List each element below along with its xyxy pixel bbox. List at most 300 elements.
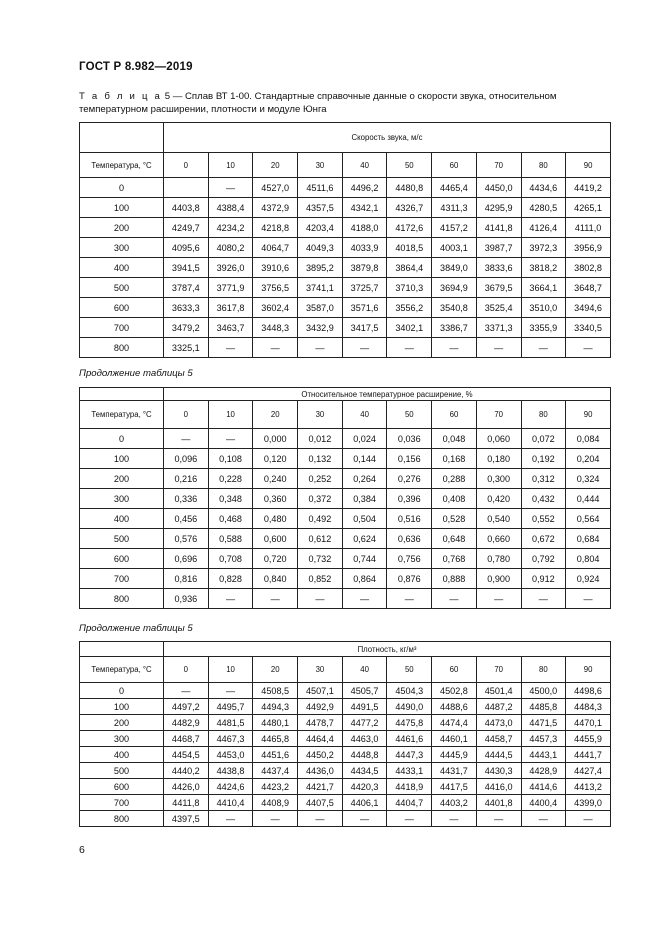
table-row [80, 258, 611, 278]
value-cell: 4475,8 [387, 715, 432, 731]
table-caption [79, 91, 619, 116]
value-cell: — [387, 589, 432, 609]
value-cell: 4467,3 [208, 731, 253, 747]
column-header: 60 [432, 657, 477, 683]
value-cell: 0,096 [164, 449, 209, 469]
table-row [80, 429, 611, 449]
empty-corner-cell [80, 642, 164, 657]
table-row [80, 747, 611, 763]
column-header: 20 [253, 657, 298, 683]
value-cell: — [476, 811, 521, 827]
table-title: Относительное температурное расширение, % [164, 388, 611, 401]
value-cell: 4311,3 [432, 198, 477, 218]
value-cell: 4450,0 [476, 178, 521, 198]
value-cell: 0,504 [342, 509, 387, 529]
value-cell: 4495,7 [208, 699, 253, 715]
value-cell: 0,744 [342, 549, 387, 569]
value-cell: 4417,5 [432, 779, 477, 795]
value-cell: 0,696 [164, 549, 209, 569]
value-cell: — [342, 338, 387, 358]
value-cell: — [476, 589, 521, 609]
value-cell: — [208, 429, 253, 449]
value-cell: 4477,2 [342, 715, 387, 731]
value-cell: 0,240 [253, 469, 298, 489]
value-cell: 0,288 [432, 469, 477, 489]
value-cell: 3417,5 [342, 318, 387, 338]
table-row [80, 731, 611, 747]
table-row [80, 699, 611, 715]
value-cell: 0,228 [208, 469, 253, 489]
value-cell: 4111,0 [566, 218, 611, 238]
table-row [80, 218, 611, 238]
value-cell: 4428,9 [521, 763, 566, 779]
table-title: Скорость звука, м/с [164, 123, 611, 153]
value-cell: 4460,1 [432, 731, 477, 747]
value-cell: 0,264 [342, 469, 387, 489]
value-cell: 4468,7 [164, 731, 209, 747]
temperature-cell: 300 [80, 238, 164, 258]
value-cell: 4463,0 [342, 731, 387, 747]
temperature-cell: 300 [80, 489, 164, 509]
value-cell: 3694,9 [432, 278, 477, 298]
value-cell: 0,024 [342, 429, 387, 449]
table-row [80, 238, 611, 258]
value-cell: 4527,0 [253, 178, 298, 198]
value-cell: 3556,2 [387, 298, 432, 318]
value-cell: 0,108 [208, 449, 253, 469]
value-cell: 4234,2 [208, 218, 253, 238]
table-row [80, 198, 611, 218]
value-cell: 4421,7 [298, 779, 343, 795]
column-header: 20 [253, 401, 298, 429]
value-cell: 0,312 [521, 469, 566, 489]
value-cell: — [521, 338, 566, 358]
empty-corner-cell [80, 123, 164, 153]
value-cell: 4411,8 [164, 795, 209, 811]
value-cell: 4427,4 [566, 763, 611, 779]
column-header: 30 [298, 153, 343, 178]
value-cell: 4470,1 [566, 715, 611, 731]
value-cell: 4440,2 [164, 763, 209, 779]
value-cell: 0,828 [208, 569, 253, 589]
value-cell: — [298, 811, 343, 827]
value-cell: 4480,8 [387, 178, 432, 198]
value-cell: — [253, 811, 298, 827]
value-cell: 0,924 [566, 569, 611, 589]
table-row [80, 278, 611, 298]
value-cell: — [164, 683, 209, 699]
table-row [80, 549, 611, 569]
value-cell: 4507,1 [298, 683, 343, 699]
column-header: 60 [432, 401, 477, 429]
temperature-cell: 400 [80, 509, 164, 529]
value-cell: 3355,9 [521, 318, 566, 338]
continuation-label-2: Продолжение таблицы 5 [79, 368, 193, 379]
value-cell: 0,804 [566, 549, 611, 569]
value-cell: 0,120 [253, 449, 298, 469]
value-cell: 4399,0 [566, 795, 611, 811]
value-cell: 4505,7 [342, 683, 387, 699]
column-header: 50 [387, 657, 432, 683]
value-cell: 3371,3 [476, 318, 521, 338]
value-cell: 3818,2 [521, 258, 566, 278]
value-cell: 0,672 [521, 529, 566, 549]
value-cell: 4430,3 [476, 763, 521, 779]
value-cell: 4501,4 [476, 683, 521, 699]
value-cell: 4471,5 [521, 715, 566, 731]
temperature-cell: 400 [80, 258, 164, 278]
column-header: 10 [208, 401, 253, 429]
table-row [80, 715, 611, 731]
column-header: 40 [342, 657, 387, 683]
temperature-column-header: Температура, °С [80, 401, 164, 429]
table-row [80, 683, 611, 699]
value-cell: 4434,5 [342, 763, 387, 779]
column-header: 80 [521, 153, 566, 178]
value-cell: — [208, 338, 253, 358]
value-cell: 0,036 [387, 429, 432, 449]
value-cell: 4434,6 [521, 178, 566, 198]
value-cell: 4485,8 [521, 699, 566, 715]
value-cell: 4280,5 [521, 198, 566, 218]
value-cell: 0,012 [298, 429, 343, 449]
value-cell: 4454,5 [164, 747, 209, 763]
value-cell: — [432, 811, 477, 827]
value-cell: 3463,7 [208, 318, 253, 338]
column-header: 70 [476, 153, 521, 178]
value-cell: 3340,5 [566, 318, 611, 338]
value-cell: 4455,9 [566, 731, 611, 747]
value-cell: 3633,3 [164, 298, 209, 318]
table-row [80, 489, 611, 509]
value-cell: 0,528 [432, 509, 477, 529]
value-cell: 0,636 [387, 529, 432, 549]
value-cell: — [387, 338, 432, 358]
temperature-cell: 200 [80, 715, 164, 731]
table-row [80, 811, 611, 827]
value-cell: 4436,0 [298, 763, 343, 779]
value-cell: 0,648 [432, 529, 477, 549]
value-cell: 0,360 [253, 489, 298, 509]
value-cell: 0,576 [164, 529, 209, 549]
temperature-cell: 800 [80, 589, 164, 609]
value-cell: 4511,6 [298, 178, 343, 198]
value-cell: 3679,5 [476, 278, 521, 298]
value-cell: 4033,9 [342, 238, 387, 258]
value-cell: 4504,3 [387, 683, 432, 699]
column-header: 30 [298, 657, 343, 683]
value-cell: 0,060 [476, 429, 521, 449]
temperature-column-header: Температура, °С [80, 657, 164, 683]
value-cell: 4502,8 [432, 683, 477, 699]
value-cell: 3895,2 [298, 258, 343, 278]
value-cell: — [253, 589, 298, 609]
value-cell: 0,840 [253, 569, 298, 589]
temperature-cell: 200 [80, 218, 164, 238]
value-cell: 4494,3 [253, 699, 298, 715]
value-cell: 4492,9 [298, 699, 343, 715]
value-cell: 4497,2 [164, 699, 209, 715]
value-cell: 0,612 [298, 529, 343, 549]
value-cell: 0,492 [298, 509, 343, 529]
value-cell: 3756,5 [253, 278, 298, 298]
value-cell: 3725,7 [342, 278, 387, 298]
value-cell: — [342, 811, 387, 827]
column-header: 10 [208, 153, 253, 178]
value-cell: 4500,0 [521, 683, 566, 699]
value-cell: 0,192 [521, 449, 566, 469]
temperature-cell: 100 [80, 198, 164, 218]
value-cell: 3479,2 [164, 318, 209, 338]
value-cell: 4400,4 [521, 795, 566, 811]
table-caption-text: 5 — Сплав ВТ 1-00. Стандартные справочные данные о скорости звука, относительном температурном расширении, плотности и модуле Юнга [79, 91, 557, 115]
value-cell: 3879,8 [342, 258, 387, 278]
column-header: 50 [387, 153, 432, 178]
temperature-cell: 200 [80, 469, 164, 489]
value-cell: 0,624 [342, 529, 387, 549]
column-header: 0 [164, 401, 209, 429]
value-cell: 4141,8 [476, 218, 521, 238]
column-header: 90 [566, 401, 611, 429]
value-cell: 4484,3 [566, 699, 611, 715]
density-table [79, 641, 611, 827]
value-cell [164, 178, 209, 198]
value-cell: 0,852 [298, 569, 343, 589]
value-cell: 4265,1 [566, 198, 611, 218]
value-cell: 4481,5 [208, 715, 253, 731]
value-cell: 0,084 [566, 429, 611, 449]
value-cell: 0,684 [566, 529, 611, 549]
value-cell: 4407,5 [298, 795, 343, 811]
value-cell: 0,660 [476, 529, 521, 549]
value-cell: 4418,9 [387, 779, 432, 795]
value-cell: 3941,5 [164, 258, 209, 278]
value-cell: 0,252 [298, 469, 343, 489]
value-cell: 4413,2 [566, 779, 611, 795]
value-cell: 3540,8 [432, 298, 477, 318]
temperature-cell: 100 [80, 449, 164, 469]
value-cell: 4414,6 [521, 779, 566, 795]
value-cell: 0,180 [476, 449, 521, 469]
value-cell: 4458,7 [476, 731, 521, 747]
value-cell: — [432, 589, 477, 609]
value-cell: 4295,9 [476, 198, 521, 218]
table-row [80, 795, 611, 811]
value-cell: 0,396 [387, 489, 432, 509]
value-cell: 4408,9 [253, 795, 298, 811]
value-cell: — [164, 429, 209, 449]
value-cell: 0,132 [298, 449, 343, 469]
value-cell: 0,756 [387, 549, 432, 569]
value-cell: 0,276 [387, 469, 432, 489]
value-cell: — [432, 338, 477, 358]
table-caption-label: Т а б л и ц а [79, 91, 163, 102]
value-cell: 0,900 [476, 569, 521, 589]
table-row [80, 569, 611, 589]
value-cell: 4473,0 [476, 715, 521, 731]
value-cell: 3648,7 [566, 278, 611, 298]
column-header: 60 [432, 153, 477, 178]
temperature-cell: 300 [80, 731, 164, 747]
temperature-cell: 100 [80, 699, 164, 715]
column-header: 0 [164, 153, 209, 178]
temperature-cell: 800 [80, 338, 164, 358]
temperature-cell: 700 [80, 318, 164, 338]
value-cell: 3571,6 [342, 298, 387, 318]
temperature-cell: 500 [80, 278, 164, 298]
value-cell: 4419,2 [566, 178, 611, 198]
value-cell: 0,864 [342, 569, 387, 589]
value-cell: 4438,8 [208, 763, 253, 779]
value-cell: 3602,4 [253, 298, 298, 318]
table-row [80, 509, 611, 529]
value-cell: 3617,8 [208, 298, 253, 318]
value-cell: 4203,4 [298, 218, 343, 238]
value-cell: — [566, 589, 611, 609]
value-cell: 3494,6 [566, 298, 611, 318]
value-cell: 4424,6 [208, 779, 253, 795]
value-cell: 3386,7 [432, 318, 477, 338]
table-title: Плотность, кг/м³ [164, 642, 611, 657]
continuation-label-3: Продолжение таблицы 5 [79, 623, 193, 634]
temperature-cell: 700 [80, 569, 164, 589]
value-cell: 3525,4 [476, 298, 521, 318]
value-cell: 4157,2 [432, 218, 477, 238]
value-cell: 4401,8 [476, 795, 521, 811]
value-cell: — [387, 811, 432, 827]
value-cell: 4490,0 [387, 699, 432, 715]
value-cell: 4448,8 [342, 747, 387, 763]
value-cell: 0,156 [387, 449, 432, 469]
column-header: 30 [298, 401, 343, 429]
value-cell: 4126,4 [521, 218, 566, 238]
value-cell: 4080,2 [208, 238, 253, 258]
value-cell: 4188,0 [342, 218, 387, 238]
value-cell: 4487,2 [476, 699, 521, 715]
value-cell: 3771,9 [208, 278, 253, 298]
value-cell: 0,564 [566, 509, 611, 529]
temperature-cell: 600 [80, 298, 164, 318]
table-row [80, 298, 611, 318]
value-cell: 0,816 [164, 569, 209, 589]
value-cell: 4388,4 [208, 198, 253, 218]
value-cell: — [342, 589, 387, 609]
value-cell: 4433,1 [387, 763, 432, 779]
value-cell: 4447,3 [387, 747, 432, 763]
value-cell: 0,432 [521, 489, 566, 509]
value-cell: 3664,1 [521, 278, 566, 298]
temperature-cell: 0 [80, 178, 164, 198]
value-cell: 4450,2 [298, 747, 343, 763]
value-cell: 3432,9 [298, 318, 343, 338]
value-cell: 4431,7 [432, 763, 477, 779]
value-cell: 4406,1 [342, 795, 387, 811]
value-cell: 0,420 [476, 489, 521, 509]
value-cell: 4480,1 [253, 715, 298, 731]
value-cell: 4498,6 [566, 683, 611, 699]
value-cell: 4445,9 [432, 747, 477, 763]
table-row [80, 178, 611, 198]
value-cell: 3802,8 [566, 258, 611, 278]
value-cell: 4441,7 [566, 747, 611, 763]
value-cell: 0,336 [164, 489, 209, 509]
value-cell: 3787,4 [164, 278, 209, 298]
temperature-cell: 700 [80, 795, 164, 811]
value-cell: 0,216 [164, 469, 209, 489]
value-cell: 0,600 [253, 529, 298, 549]
document-header: ГОСТ Р 8.982—2019 [79, 61, 193, 73]
value-cell: 0,372 [298, 489, 343, 509]
value-cell: 0,540 [476, 509, 521, 529]
table-row [80, 763, 611, 779]
value-cell: 4465,4 [432, 178, 477, 198]
value-cell: 0,072 [521, 429, 566, 449]
column-header: 50 [387, 401, 432, 429]
page-number: 6 [79, 844, 85, 856]
value-cell: — [208, 589, 253, 609]
value-cell: 4095,6 [164, 238, 209, 258]
value-cell: — [208, 178, 253, 198]
temperature-column-header: Температура, °С [80, 153, 164, 178]
column-header: 70 [476, 401, 521, 429]
value-cell: 4397,5 [164, 811, 209, 827]
value-cell: 3987,7 [476, 238, 521, 258]
value-cell: 4218,8 [253, 218, 298, 238]
value-cell: 3910,6 [253, 258, 298, 278]
value-cell: 4049,3 [298, 238, 343, 258]
value-cell: 4416,0 [476, 779, 521, 795]
value-cell: 3956,9 [566, 238, 611, 258]
value-cell: 0,876 [387, 569, 432, 589]
value-cell: 4457,3 [521, 731, 566, 747]
table-row [80, 529, 611, 549]
value-cell: — [521, 811, 566, 827]
value-cell: 4474,4 [432, 715, 477, 731]
value-cell: 3448,3 [253, 318, 298, 338]
value-cell: 4444,5 [476, 747, 521, 763]
table-row [80, 589, 611, 609]
temperature-cell: 500 [80, 529, 164, 549]
temperature-cell: 500 [80, 763, 164, 779]
value-cell: 0,768 [432, 549, 477, 569]
table-row [80, 449, 611, 469]
value-cell: 0,408 [432, 489, 477, 509]
value-cell: 0,000 [253, 429, 298, 449]
value-cell: 4496,2 [342, 178, 387, 198]
value-cell: 4172,6 [387, 218, 432, 238]
temperature-cell: 800 [80, 811, 164, 827]
value-cell: 0,936 [164, 589, 209, 609]
value-cell: 3510,0 [521, 298, 566, 318]
table-row [80, 469, 611, 489]
value-cell: 4453,0 [208, 747, 253, 763]
temperature-cell: 400 [80, 747, 164, 763]
value-cell: — [566, 811, 611, 827]
value-cell: — [566, 338, 611, 358]
value-cell: 3587,0 [298, 298, 343, 318]
value-cell: 4357,5 [298, 198, 343, 218]
value-cell: 4249,7 [164, 218, 209, 238]
value-cell: — [208, 683, 253, 699]
value-cell: 0,468 [208, 509, 253, 529]
value-cell: 0,048 [432, 429, 477, 449]
thermal-expansion-table [79, 387, 611, 609]
value-cell: 0,732 [298, 549, 343, 569]
value-cell: 0,888 [432, 569, 477, 589]
column-header: 90 [566, 657, 611, 683]
value-cell: 0,324 [566, 469, 611, 489]
value-cell: 3741,1 [298, 278, 343, 298]
